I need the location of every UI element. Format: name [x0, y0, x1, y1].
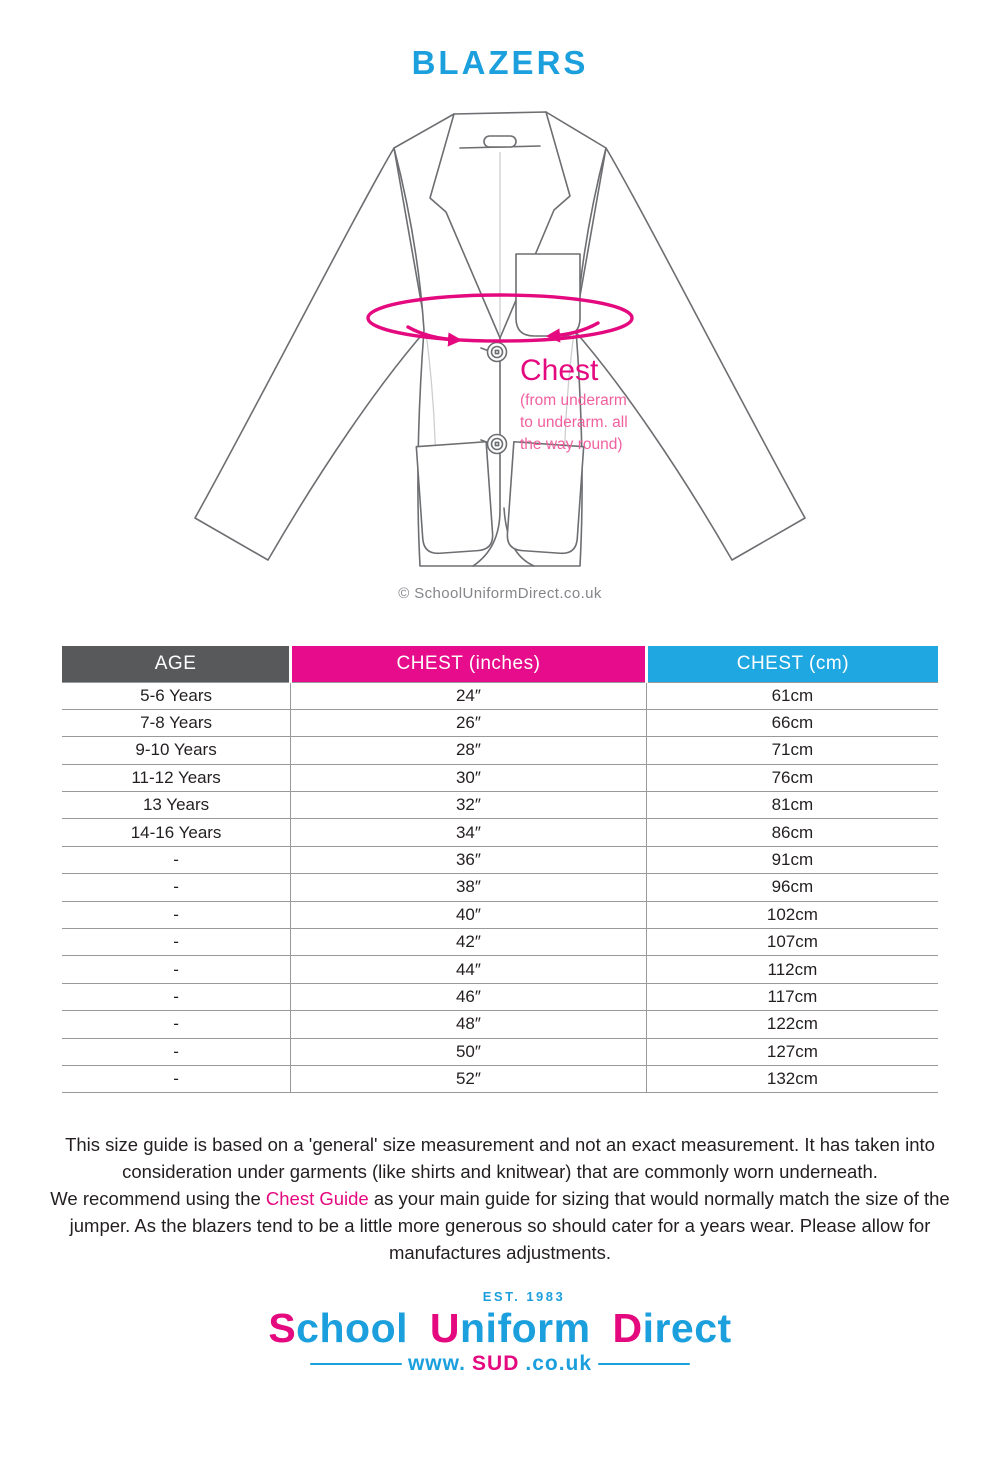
chest-inches-cell: 48″	[291, 1011, 647, 1038]
chest-cm-cell: 96cm	[646, 874, 938, 901]
chest-cm-cell: 91cm	[646, 846, 938, 873]
chest-guide-highlight: Chest Guide	[265, 1188, 369, 1210]
chest-cm-cell: 76cm	[646, 764, 938, 791]
table-row	[62, 901, 938, 928]
chest-inches-cell: 44″	[291, 956, 647, 983]
logo-url-couk: .co.uk	[525, 1352, 593, 1376]
chest-inches-cell: 34″	[291, 819, 647, 846]
table-row	[62, 874, 938, 901]
size-table-header-row	[62, 646, 938, 682]
size-table-header-cell: CHEST (cm)	[646, 646, 938, 682]
age-cell: -	[173, 986, 179, 1006]
logo-letter: U	[429, 1305, 461, 1352]
table-row	[62, 1038, 938, 1065]
logo-letters: niform	[460, 1305, 591, 1352]
chest-cm-cell: 127cm	[646, 1038, 938, 1065]
blazer-figure	[170, 90, 830, 610]
logo-letters: chool	[296, 1305, 408, 1352]
chest-inches-cell: 26″	[291, 709, 647, 736]
chest-inches-cell: 52″	[291, 1065, 647, 1092]
logo-letter: S	[268, 1305, 297, 1352]
right-sleeve	[574, 148, 805, 560]
table-row	[62, 792, 938, 819]
chest-cm-cell: 132cm	[646, 1065, 938, 1092]
notes-paragraph-1	[42, 1131, 958, 1185]
notes-text: This size guide is based on a 'general' size measurement and not an exact measurement. It has taken into consideration under garments (like shirts and knitwear) that are commonly worn underneath.	[65, 1134, 935, 1183]
chest-inches-cell: 24″	[291, 682, 647, 709]
table-row	[62, 1065, 938, 1092]
table-row	[62, 709, 938, 736]
age-cell: 9-10 Years	[135, 740, 217, 760]
chest-inches-cell: 40″	[291, 901, 647, 928]
table-row	[62, 682, 938, 709]
left-sleeve	[195, 148, 426, 560]
chest-cm-cell: 71cm	[646, 737, 938, 764]
logo-established-text: EST. 1983	[482, 1289, 566, 1305]
chest-note-line-3: the way round)	[520, 436, 623, 453]
chest-inches-cell: 50″	[291, 1038, 647, 1065]
chest-cm-cell: 81cm	[646, 792, 938, 819]
chest-cm-cell: 107cm	[646, 929, 938, 956]
size-guide-notes	[42, 1131, 958, 1266]
table-row	[62, 764, 938, 791]
table-row	[62, 929, 938, 956]
notes-paragraph-2	[42, 1185, 958, 1266]
age-cell: 5-6 Years	[140, 685, 212, 705]
logo-url	[0, 1353, 1000, 1374]
age-cell: -	[173, 1069, 179, 1089]
chest-cm-cell: 112cm	[646, 956, 938, 983]
age-cell: -	[173, 932, 179, 952]
chest-inches-cell: 32″	[291, 792, 647, 819]
age-cell: -	[173, 850, 179, 870]
age-cell: -	[173, 904, 179, 924]
logo-url-www: www.	[407, 1352, 467, 1376]
chest-label: Chest	[520, 354, 599, 387]
table-row	[62, 737, 938, 764]
table-row	[62, 983, 938, 1010]
table-row	[62, 819, 938, 846]
chest-inches-cell: 28″	[291, 737, 647, 764]
chest-cm-cell: 61cm	[646, 682, 938, 709]
logo-dash-left	[310, 1363, 402, 1366]
logo-letter: D	[612, 1305, 643, 1352]
age-cell: -	[173, 959, 179, 979]
right-lower-pocket	[506, 442, 583, 555]
chest-note-line-1: (from underarm	[520, 392, 627, 409]
chest-inches-cell: 42″	[291, 929, 647, 956]
table-row	[62, 956, 938, 983]
chest-note-line-2: to underarm. all	[520, 414, 628, 431]
chest-inches-cell: 30″	[291, 764, 647, 791]
age-cell: 14-16 Years	[130, 822, 222, 842]
page-title: BLAZERS	[411, 44, 589, 81]
age-cell: -	[173, 1041, 179, 1061]
chest-inches-cell: 38″	[291, 874, 647, 901]
notes-text: as your main guide for sizing that would normally match the size of the jumper. As the blazers tend to be a little more generous so should cater for a years wear. Please allow for manufactures adjustments.	[69, 1188, 950, 1264]
size-table-header-cell: CHEST (inches)	[291, 646, 647, 682]
age-cell: -	[173, 877, 179, 897]
blazer-drawing	[170, 90, 830, 610]
chest-cm-cell: 122cm	[646, 1011, 938, 1038]
age-cell: -	[173, 1014, 179, 1034]
chest-cm-cell: 66cm	[646, 709, 938, 736]
brand-logo	[0, 1290, 1000, 1374]
chest-cm-cell: 102cm	[646, 901, 938, 928]
left-lower-pocket	[416, 442, 493, 555]
logo-letters: irect	[642, 1305, 732, 1352]
hanger-loop-icon	[484, 136, 516, 147]
logo-wordmark	[0, 1305, 1000, 1352]
chest-cm-cell: 117cm	[646, 983, 938, 1010]
size-table	[62, 646, 938, 1093]
age-cell: 11-12 Years	[131, 767, 221, 787]
chest-cm-cell: 86cm	[646, 819, 938, 846]
size-table-body	[62, 682, 938, 1093]
chest-inches-cell: 46″	[291, 983, 647, 1010]
size-table-header-cell: AGE	[62, 646, 291, 682]
logo-dash-right	[598, 1363, 690, 1366]
age-cell: 7-8 Years	[140, 713, 212, 733]
table-row	[62, 846, 938, 873]
table-row	[62, 1011, 938, 1038]
notes-text: We recommend using the	[50, 1188, 266, 1210]
age-cell: 13 Years	[142, 795, 210, 815]
logo-url-sud: SUD	[472, 1352, 520, 1376]
copyright-text: © SchoolUniformDirect.co.uk	[398, 585, 602, 602]
chest-inches-cell: 36″	[291, 846, 647, 873]
